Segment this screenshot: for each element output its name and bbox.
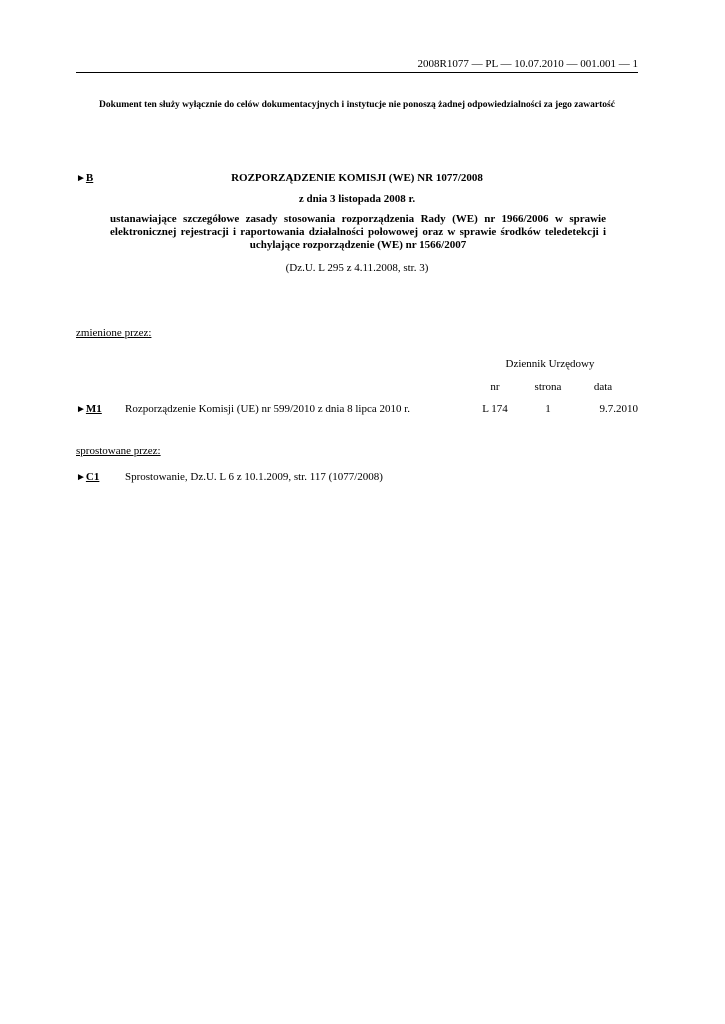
disclaimer-text: Dokument ten służy wyłącznie do celów dokumentacyjnych i instytucje nie ponoszą żadnej odpowiedzialności za jego zawartość [99, 100, 615, 110]
marker-code-link[interactable]: B [85, 172, 94, 184]
regulation-subject: ustanawiające szczegółowe zasady stosowania rozporządzenia Rady (WE) nr 1966/2006 w sprawie elektronicznej rejestracji i raportowania działalności połowowej oraz w sprawie środków teledetekcji i uchylające rozporządzenie (WE) nr 1566/2007 [110, 213, 606, 251]
amended-by-label: zmienione przez: [76, 327, 152, 339]
regulation-date: z dnia 3 listopada 2008 r. [298, 193, 416, 205]
amendment-page: 1 [545, 403, 551, 415]
amendment-nr: L 174 [482, 403, 508, 415]
regulation-title: ROZPORZĄDZENIE KOMISJI (WE) NR 1077/2008 [231, 172, 483, 184]
marker-arrow-icon: ► [76, 173, 86, 184]
column-header-date: data [593, 381, 613, 393]
amendment-date: 9.7.2010 [599, 403, 638, 415]
marker-arrow-icon: ► [76, 404, 86, 415]
marker-code-link[interactable]: C1 [85, 471, 100, 483]
header-divider [76, 72, 638, 73]
corrected-by-label: sprostowane przez: [76, 445, 161, 457]
marker-m1 [76, 403, 102, 415]
amendment-title: Rozporządzenie Komisji (UE) nr 599/2010 z dnia 8 lipca 2010 r. [125, 403, 411, 415]
correction-title: Sprostowanie, Dz.U. L 6 z 10.1.2009, str. 117 (1077/2008) [125, 471, 383, 483]
marker-code-link[interactable]: M1 [85, 403, 102, 415]
journal-reference: (Dz.U. L 295 z 4.11.2008, str. 3) [285, 262, 429, 274]
column-header-page: strona [534, 381, 562, 393]
marker-c1 [76, 471, 99, 483]
journal-header: Dziennik Urzędowy [505, 358, 595, 370]
marker-arrow-icon: ► [76, 472, 86, 483]
document-header-reference: 2008R1077 — PL — 10.07.2010 — 001.001 — 1 [417, 58, 638, 70]
column-header-nr: nr [490, 381, 500, 393]
